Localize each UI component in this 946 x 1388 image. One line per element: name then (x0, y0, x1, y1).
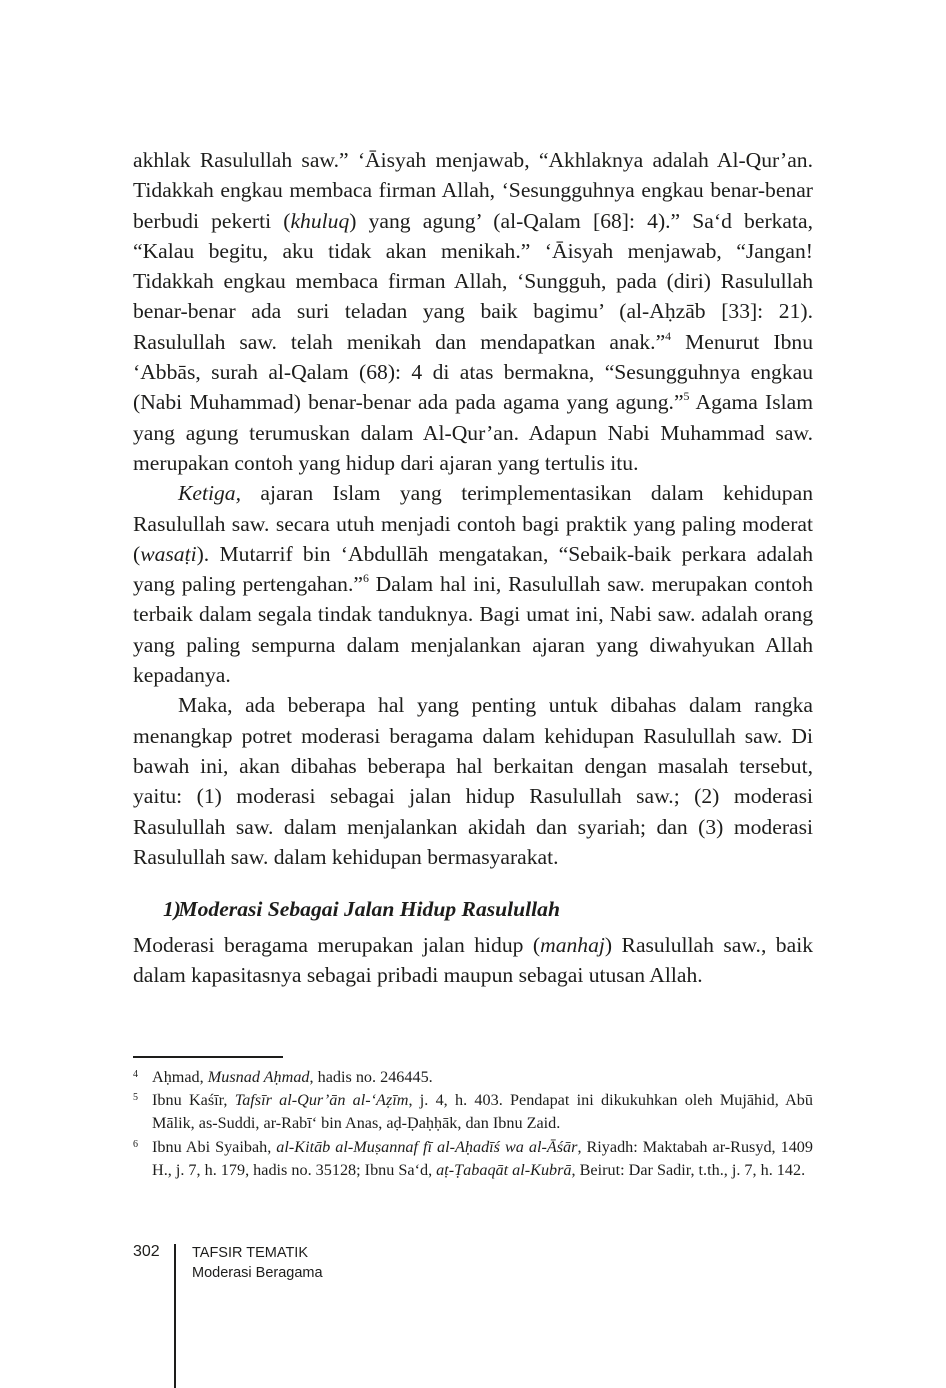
text-run: ) Rasulullah saw., baik dalam kapasitasnya sebagai pribadi maupun sebagai utusan Allah. (133, 933, 813, 988)
text-run: Maka, ada beberapa hal yang penting untuk dibahas dalam rangka menangkap potret moderasi beragama dalam kehidupan Rasulullah saw. Di bawah ini, akan dibahas beberapa hal berkaitan dengan masalah tersebut, yaitu: (1) moderasi sebagai jalan hidup Rasulullah saw.; (2) moderasi Rasulullah saw. dalam menjalankan akidah dan syariah; dan (3) moderasi Rasulullah saw. dalam kehidupan bermasyarakat. (133, 693, 813, 869)
text-run: , Beirut: Dar Sadir, t.th., j. 7, h. 142. (571, 1160, 806, 1179)
footnotes (133, 1066, 813, 1182)
text-run: ). Mutarrif bin ‘Abdullāh mengatakan, “Sebaik-baik perkara adalah yang paling pertengahan.” (133, 541, 813, 597)
paragraph (133, 930, 813, 991)
section-heading (133, 894, 813, 924)
italic-text: Musnad Aḥmad (207, 1068, 310, 1086)
footnote-number: 4 (133, 1069, 138, 1080)
italic-text: khuluq (290, 208, 350, 233)
italic-text: Ketiga, (178, 481, 241, 506)
heading-number: 1) (163, 897, 181, 922)
footnote-ref: 5 (683, 389, 690, 404)
footnote (133, 1089, 813, 1135)
footnote-number: 5 (133, 1092, 138, 1104)
paragraph (133, 690, 813, 872)
text-run: Ibnu Abi Syaibah, (152, 1137, 277, 1156)
footnote (133, 1136, 813, 1182)
text-run: Aḥmad, (152, 1068, 208, 1086)
running-footer (192, 1243, 323, 1283)
footnote-number: 6 (133, 1138, 138, 1150)
text-run: , Riyadh: Maktabah ar-Rusyd, 1409 H., j. 7, h. 179, hadis no. 35128; Ibnu Sa‘d, (152, 1137, 813, 1179)
text-run: Dalam hal ini, Rasulullah saw. merupakan contoh terbaik dalam segala tindak tanduknya. Bagi umat ini, Nabi saw. adalah orang yang paling sempurna dalam menjalankan ajaran yang diwahyukan Allah kepadanya. (133, 572, 813, 688)
footnote-ref: 4 (665, 328, 672, 343)
text-run: Ibnu Kaśīr, (152, 1091, 235, 1110)
book-subtitle: Moderasi Beragama (192, 1265, 323, 1281)
italic-text: manhaj (540, 933, 605, 958)
heading-title: Moderasi Sebagai Jalan Hidup Rasulullah (178, 897, 560, 922)
italic-text: Tafsīr al-Qur’ān al-‘Aẓīm (234, 1091, 409, 1110)
text-run: ) yang agung’ (al-Qalam [68]: 4).” Sa‘d berkata, “Kalau begitu, aku tidak akan menikah.” ‘Āisyah menjawab, “Jangan! Tidakkah engkau membaca firman Allah, ‘Sungguh, pada (diri) Rasulullah benar-benar ada suri teladan yang baik bagimu’ (al-Aḥzāb [33]: 21). Rasulullah saw. telah menikah dan mendapatkan anak.” (133, 208, 813, 354)
text-run: Menurut Ibnu ‘Abbās, surah al-Qalam (68): 4 di atas bermakna, “Sesungguhnya engkau (Nabi Muhammad) benar-benar ada pada agama yang agung.” (133, 329, 813, 415)
footnote-divider (133, 1056, 283, 1058)
italic-text: wasaṭi (140, 541, 197, 566)
footnote (133, 1066, 813, 1089)
text-run: ajaran Islam yang terimplementasikan dalam kehidupan Rasulullah saw. secara utuh menjadi contoh bagi praktik yang paling moderat ( (133, 481, 813, 566)
paragraph (133, 478, 813, 690)
page-number: 302 (133, 1243, 160, 1260)
book-title: TAFSIR TEMATIK (192, 1245, 309, 1261)
footer-divider (174, 1244, 176, 1388)
text-run: , hadis no. 246445. (309, 1068, 433, 1086)
main-text (133, 145, 813, 991)
footnote-ref: 6 (362, 571, 369, 586)
italic-text: aṭ-Ṭabaqāt al-Kubrā (436, 1160, 572, 1179)
paragraph (133, 145, 813, 478)
text-run: akhlak Rasulullah saw.” ‘Āisyah menjawab, “Akhlaknya adalah Al-Qur’an. Tidakkah engkau membaca firman Allah, ‘Sesungguhnya engkau benar-benar berbudi pekerti ( (133, 148, 813, 233)
italic-text: al-Kitāb al-Muṣannaf fī al-Aḥadīś wa al-Āśār (276, 1137, 578, 1156)
text-run: , j. 4, h. 403. Pendapat ini dikukuhkan oleh Mujāhid, Abū Mālik, as-Suddi, ar-Rabī‘ bin Anas, aḍ-Ḍaḥḥāk, dan Ibnu Zaid. (152, 1091, 813, 1133)
text-run: Moderasi beragama merupakan jalan hidup ( (133, 933, 541, 958)
text-run: Agama Islam yang agung terumuskan dalam Al-Qur’an. Adapun Nabi Muhammad saw. merupakan contoh yang hidup dari ajaran yang tertulis itu. (133, 390, 814, 475)
